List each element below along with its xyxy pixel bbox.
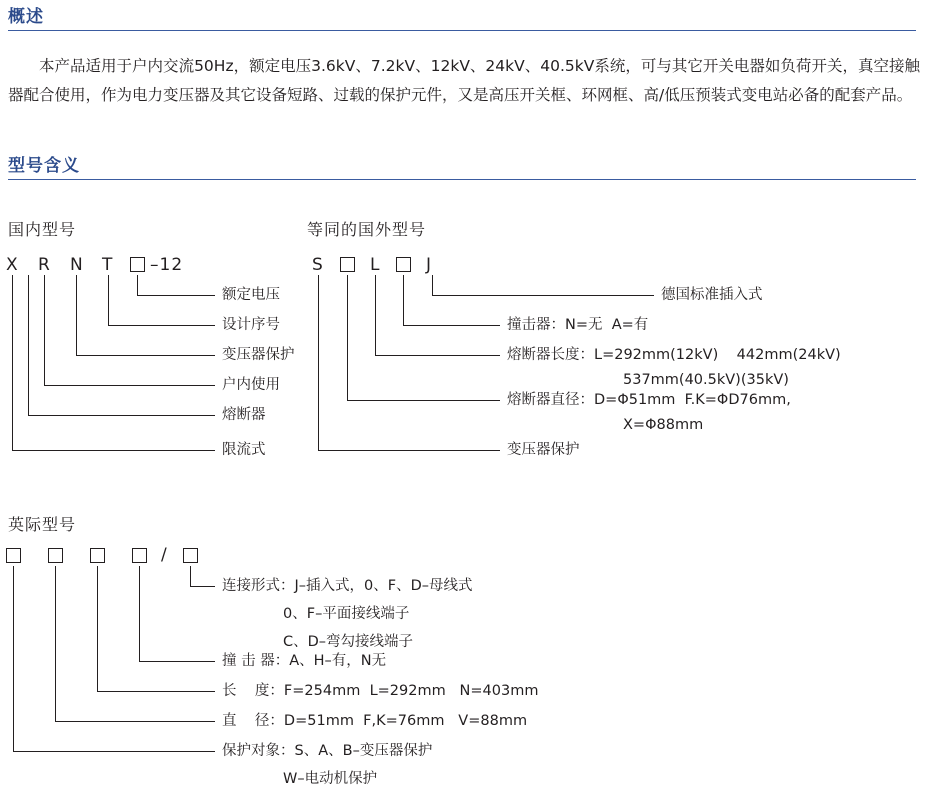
intl-leader-h-0 (190, 586, 215, 587)
foreign-code-0: S (312, 255, 324, 275)
foreign-leader-v-6 (318, 275, 319, 450)
intl-code-slash: / (161, 545, 168, 565)
intl-leader-v-0 (190, 566, 191, 586)
domestic-leader-h-2 (76, 355, 215, 356)
intl-code-box-3 (132, 548, 147, 563)
domestic-leader-v-5 (12, 275, 13, 450)
foreign-code-box-1 (340, 257, 355, 272)
intl-leader-h-3 (139, 661, 215, 662)
intl-leader-v-5 (55, 566, 56, 721)
foreign-leader-h-1 (403, 325, 500, 326)
foreign-label-0: 德国标准插入式 (661, 287, 763, 303)
domestic-leader-h-4 (28, 415, 215, 416)
domestic-leader-h-5 (12, 450, 215, 451)
intl-code-box-1 (48, 548, 63, 563)
intl-label-1: 0、F–平面接线端子 (283, 606, 410, 622)
intl-label-5: 直 径：D=51mm F,K=76mm V=88mm (222, 713, 528, 729)
intl-leader-h-6 (13, 751, 215, 752)
domestic-label-0: 额定电压 (222, 287, 280, 303)
intl-leader-v-3 (139, 566, 140, 661)
intl-label-7: W–电动机保护 (283, 771, 378, 787)
domestic-leader-v-3 (44, 275, 45, 385)
domestic-label-3: 户内使用 (222, 377, 280, 393)
overview-paragraph: 本产品适用于户内交流50Hz，额定电压3.6kV、7.2kV、12kV、24kV、40.5kV系统，可与其它开关电器如负荷开关，真空接触器配合使用，作为电力变压器及其它设备短路、过载的保护元件，又是高压开关框、环网框、高/低压预装式变电站必备的配套产品。 (8, 57, 920, 104)
overview-title: 概述 (8, 7, 44, 27)
foreign-label-5: X=Φ88mm (623, 417, 704, 433)
intl-code-box-0 (6, 548, 21, 563)
domestic-code-0: X (6, 255, 19, 275)
domestic-label-2: 变压器保护 (222, 347, 295, 363)
foreign-leader-v-0 (432, 275, 433, 295)
intl-code-box-5 (183, 548, 198, 563)
foreign-leader-h-0 (432, 295, 654, 296)
model-divider (8, 179, 916, 180)
domestic-label-5: 限流式 (222, 442, 266, 458)
domestic-leader-h-1 (108, 325, 215, 326)
domestic-leader-v-2 (76, 275, 77, 355)
foreign-leader-h-2 (375, 355, 500, 356)
foreign-code-2: L (370, 255, 381, 275)
domestic-leader-h-3 (44, 385, 215, 386)
foreign-leader-h-4 (347, 400, 500, 401)
domestic-leader-v-0 (137, 275, 138, 295)
domestic-leader-v-4 (28, 275, 29, 415)
model-title: 型号含义 (8, 156, 80, 176)
foreign-leader-v-4 (347, 275, 348, 400)
foreign-label-3: 537mm(40.5kV)(35kV) (623, 372, 789, 388)
foreign-leader-v-1 (403, 275, 404, 325)
intl-leader-h-5 (55, 721, 215, 722)
domestic-code-2: N (70, 255, 84, 275)
foreign-leader-h-6 (318, 450, 500, 451)
domestic-leader-h-0 (137, 295, 215, 296)
domestic-label-1: 设计序号 (222, 317, 280, 333)
domestic-code-5: –12 (150, 255, 184, 275)
intl-code-box-2 (90, 548, 105, 563)
foreign-code-4: J (426, 255, 433, 275)
intl-label-0: 连接形式：J–插入式，0、F、D–母线式 (222, 578, 473, 594)
section-heading-model (8, 155, 908, 180)
domestic-code-3: T (102, 255, 114, 275)
domestic-label-4: 熔断器 (222, 407, 266, 423)
intl-label-4: 长 度：F=254mm L=292mm N=403mm (222, 683, 539, 699)
domestic-leader-v-1 (108, 275, 109, 325)
foreign-code-box-3 (396, 257, 411, 272)
domestic-code-box (130, 257, 145, 272)
domestic-code-1: R (38, 255, 51, 275)
intl-leader-v-4 (97, 566, 98, 691)
domestic-heading: 国内型号 (8, 220, 77, 239)
overview-divider (8, 30, 916, 31)
foreign-heading: 等同的国外型号 (307, 220, 427, 239)
section-heading-overview (8, 6, 908, 31)
foreign-label-1: 撞击器：N=无 A=有 (507, 317, 649, 333)
intl-label-3: 撞 击 器：A、H–有，N无 (222, 653, 387, 669)
foreign-label-4: 熔断器直径：D=Φ51mm F.K=ΦD76mm, (507, 392, 791, 408)
intl-leader-h-4 (97, 691, 215, 692)
intl-label-2: C、D–弯勾接线端子 (283, 634, 414, 650)
foreign-label-6: 变压器保护 (507, 442, 580, 458)
intl-label-6: 保护对象：S、A、B–变压器保护 (222, 743, 433, 759)
foreign-label-2: 熔断器长度：L=292mm(12kV) 442mm(24kV) (507, 347, 841, 363)
foreign-leader-v-2 (375, 275, 376, 355)
intl-leader-v-6 (13, 566, 14, 751)
international-heading: 英际型号 (8, 515, 77, 534)
